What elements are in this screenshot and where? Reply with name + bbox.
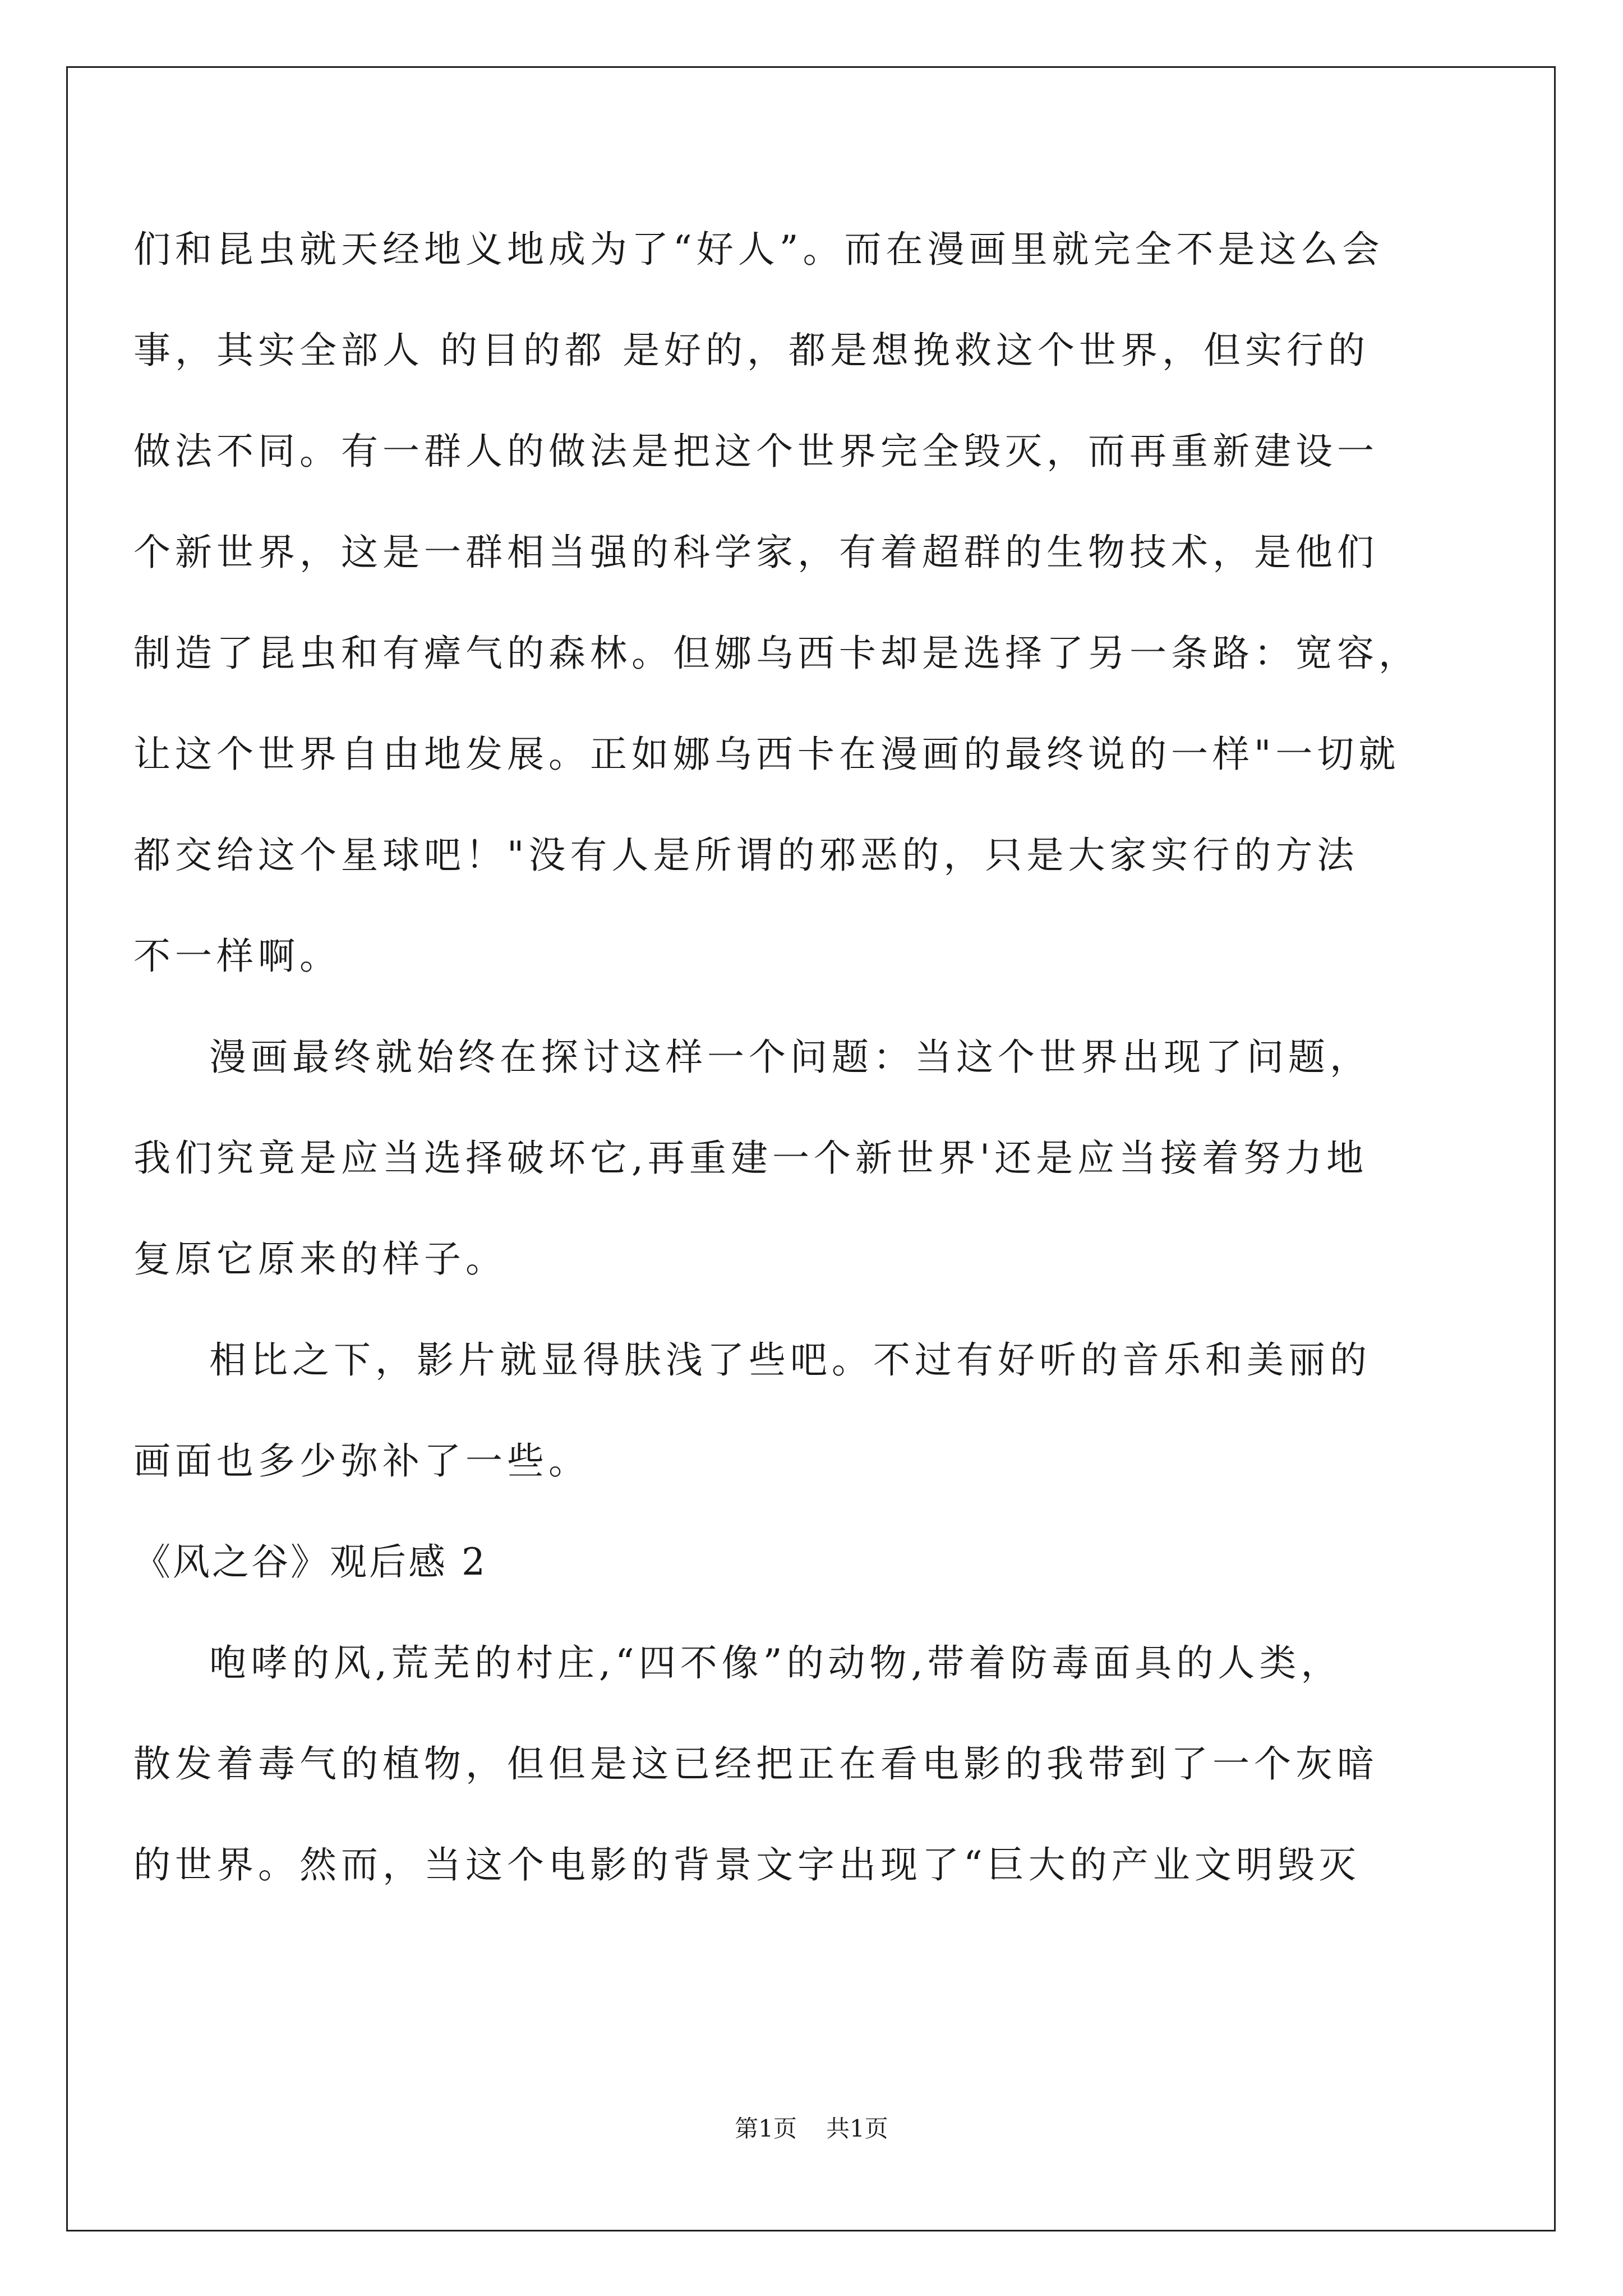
- text-line: 复原它原来的样子。: [133, 1237, 507, 1281]
- text-line: 个新世界，这是一群相当强的科学家，有着超群的生物技术，是他们: [133, 531, 1378, 574]
- text-line: 不一样啊。: [133, 935, 341, 978]
- text-line: 做法不同。有一群人的做法是把这个世界完全毁灭，而再重新建设一: [133, 430, 1378, 473]
- text-line: 画面也多少弥补了一些。: [133, 1439, 590, 1483]
- text-line: 让这个世界自由地发展。正如娜乌西卡在漫画的最终说的一样"一切就: [133, 733, 1400, 776]
- page-total: 共1页: [826, 2115, 888, 2142]
- page-number: 第1页: [735, 2115, 797, 2142]
- text-line: 制造了昆虫和有瘴气的森林。但娜乌西卡却是选择了另一条路：宽容，: [133, 632, 1420, 675]
- text-line: 们和昆虫就天经地义地成为了“好人”。而在漫画里就完全不是这么会: [133, 228, 1384, 271]
- text-line: 我们究竟是应当选择破坏它,再重建一个新世界'还是应当接着努力地: [133, 1137, 1368, 1180]
- text-line: 都交给这个星球吧！"没有人是所谓的邪恶的，只是大家实行的方法: [133, 834, 1359, 877]
- section-heading: 《风之谷》观后感 2: [133, 1540, 487, 1584]
- text-line: 事，其实全部人 的目的都 是好的，都是想挽救这个世界，但实行的: [133, 329, 1370, 372]
- text-line: 散发着毒气的植物，但但是这已经把正在看电影的我带到了一个灰暗: [133, 1742, 1378, 1786]
- page-footer: [0, 2109, 1623, 2148]
- paragraph-first-line: 咆哮的风,荒芜的村庄,“四不像”的动物,带着防毒面具的人类，: [209, 1641, 1343, 1685]
- paragraph-first-line: 漫画最终就始终在探讨这样一个问题：当这个世界出现了问题，: [209, 1036, 1371, 1079]
- paragraph-first-line: 相比之下，影片就显得肤浅了些吧。不过有好听的音乐和美丽的: [209, 1338, 1371, 1382]
- text-line: 的世界。然而，当这个电影的背景文字出现了“巨大的产业文明毁灭: [133, 1843, 1361, 1887]
